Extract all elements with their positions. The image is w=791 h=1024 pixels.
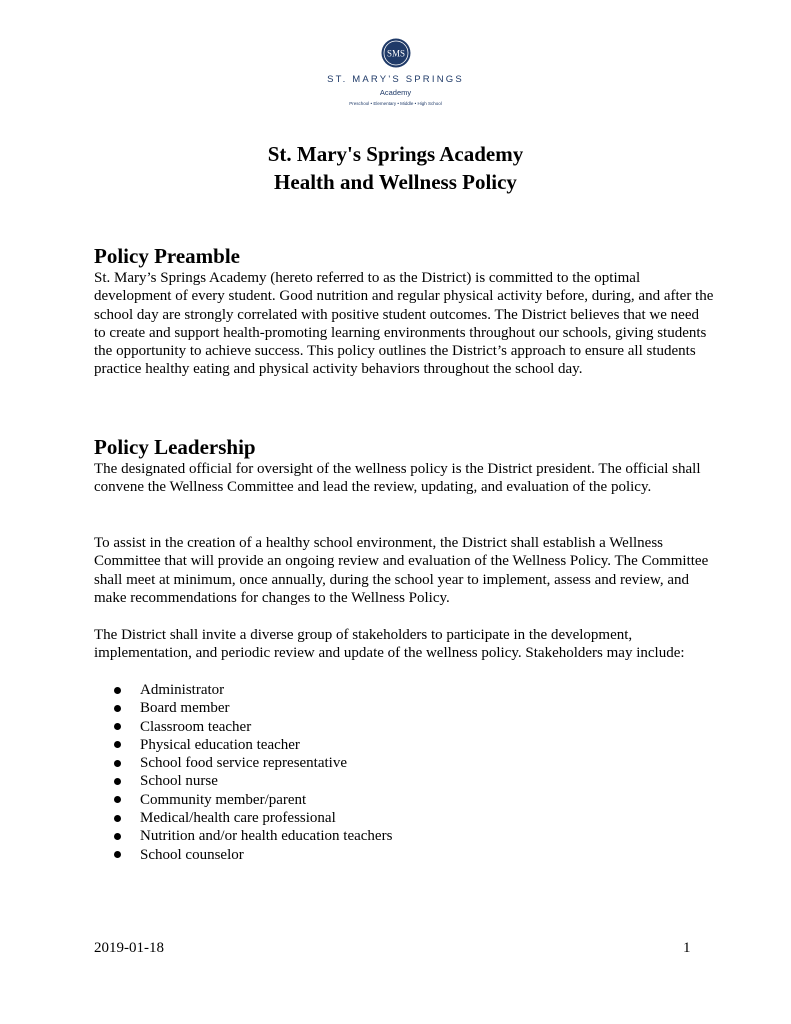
list-item-text: Medical/health care professional bbox=[140, 810, 336, 827]
list-item-text: School nurse bbox=[140, 773, 218, 790]
list-item-text: Classroom teacher bbox=[140, 718, 252, 735]
stakeholder-list bbox=[94, 681, 392, 864]
leadership-heading: Policy Leadership bbox=[94, 435, 256, 459]
page-number: 1 bbox=[683, 940, 691, 956]
preamble-heading: Policy Preamble bbox=[94, 244, 240, 268]
bullet-icon bbox=[114, 815, 121, 822]
list-item bbox=[94, 754, 392, 772]
school-logo bbox=[300, 38, 491, 114]
document-title-line-2: Health and Wellness Policy bbox=[274, 170, 517, 194]
school-seal-icon bbox=[381, 38, 411, 68]
bullet-icon bbox=[114, 833, 121, 840]
logo-subtitle: Academy bbox=[379, 88, 412, 97]
list-item bbox=[94, 791, 392, 809]
list-item bbox=[94, 846, 392, 864]
leadership-paragraph-3: The District shall invite a diverse group of stakeholders to participate in the development, implementation, and periodic review and update of the wellness policy. Stakeholders may include: bbox=[94, 627, 685, 662]
bullet-icon bbox=[114, 778, 121, 785]
list-item bbox=[94, 699, 392, 717]
bullet-icon bbox=[114, 796, 121, 803]
list-item-text: Physical education teacher bbox=[140, 736, 300, 753]
list-item-text: School food service representative bbox=[140, 755, 348, 772]
bullet-icon bbox=[114, 760, 121, 767]
list-item bbox=[94, 718, 392, 736]
preamble-paragraph: St. Mary’s Springs Academy (hereto referred to as the District) is committed to the optimal development of every student. Good nutrition and regular physical activity before, during, and after the school day are strongly correlated with positive student outcomes. The District believes that we need to create and support health-promoting learning environments throughout our schools, giving students the opportunity to achieve success. This policy outlines the District’s approach to ensure all students practice healthy eating and physical activity behaviors throughout the school day. bbox=[94, 270, 714, 378]
list-item bbox=[94, 736, 392, 754]
list-item-text: Administrator bbox=[140, 682, 225, 698]
logo-tagline: Preschool • Elementary • Middle • High School bbox=[349, 101, 442, 106]
list-item-text: School counselor bbox=[140, 846, 244, 863]
bullet-icon bbox=[114, 687, 121, 694]
document-title bbox=[0, 140, 791, 196]
list-item bbox=[94, 809, 392, 827]
logo-school-name: ST. MARY'S SPRINGS bbox=[327, 74, 464, 85]
bullet-icon bbox=[114, 741, 121, 748]
list-item bbox=[94, 827, 392, 845]
bullet-icon bbox=[114, 851, 121, 858]
list-item-text: Nutrition and/or health education teachers bbox=[140, 828, 393, 845]
footer-date: 2019-01-18 bbox=[94, 940, 164, 956]
list-item-text: Board member bbox=[140, 700, 230, 717]
document-title-line-1: St. Mary's Springs Academy bbox=[267, 142, 524, 166]
list-item bbox=[94, 772, 392, 790]
bullet-icon bbox=[114, 723, 121, 730]
list-item-text: Community member/parent bbox=[140, 791, 307, 808]
list-item bbox=[94, 681, 392, 699]
bullet-icon bbox=[114, 705, 121, 712]
svg-text:SMS: SMS bbox=[386, 48, 406, 59]
leadership-paragraph-2: To assist in the creation of a healthy school environment, the District shall establish a Wellness Committee that will provide an ongoing review and evaluation of the Wellness Policy. The Committee shall meet at minimum, once annually, during the school year to implement, assess and review, and make recommendations for changes to the Wellness Policy. bbox=[94, 535, 709, 606]
leadership-paragraph-1: The designated official for oversight of the wellness policy is the District president. The official shall convene the Wellness Committee and lead the review, updating, and evaluation of the policy. bbox=[94, 461, 701, 496]
